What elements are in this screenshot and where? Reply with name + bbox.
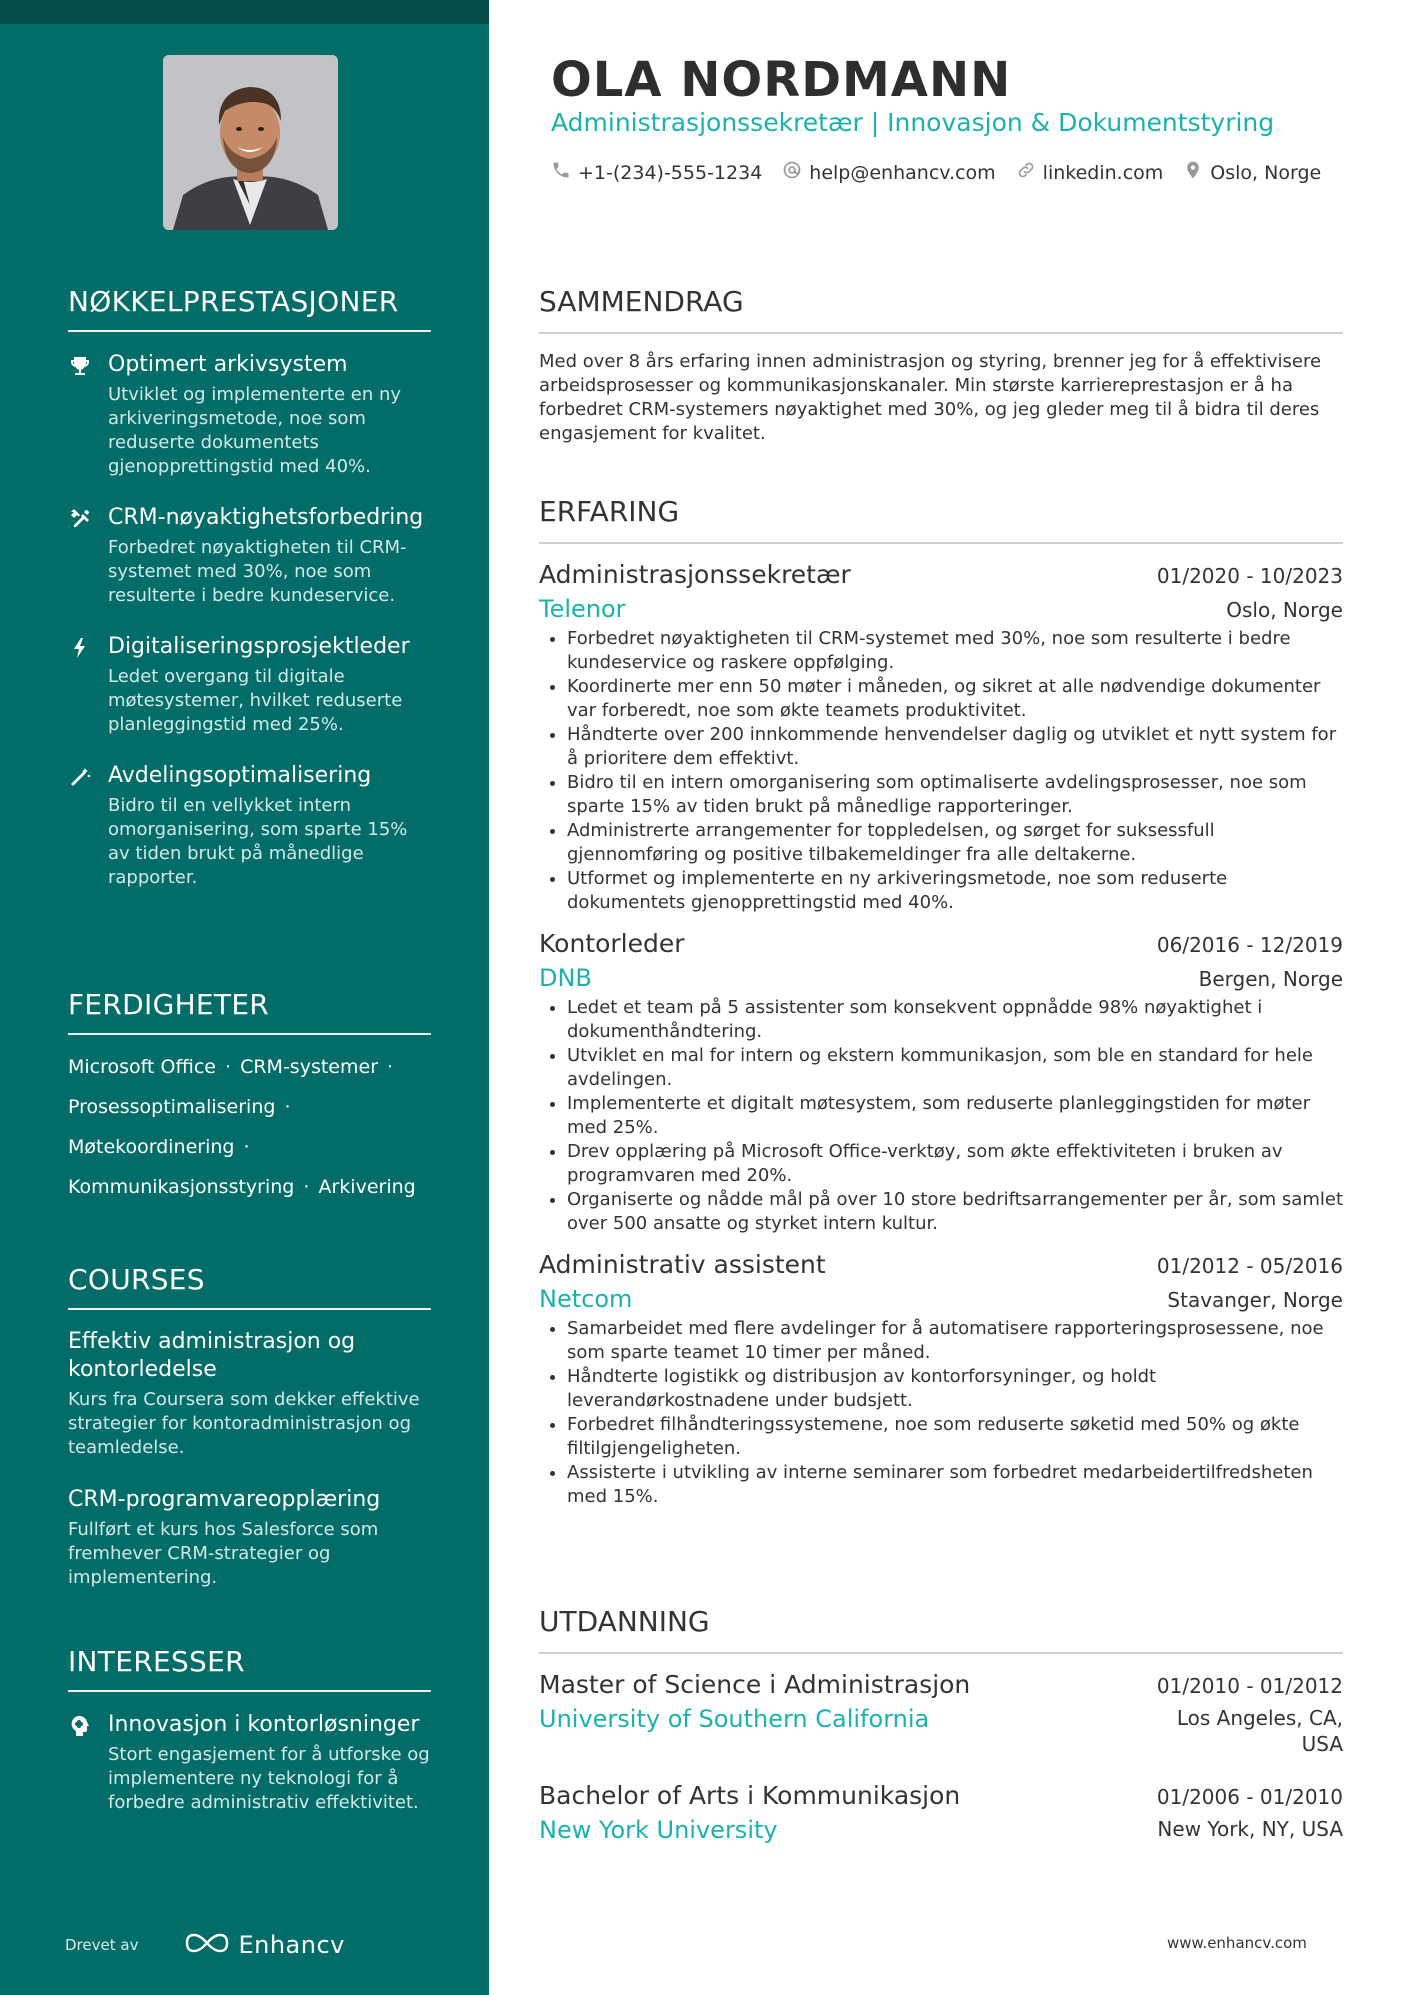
location-pin-icon (1183, 160, 1210, 185)
job-bullet: • Koordinerte mer enn 50 møter i måneden, og sikret at alle nødvendige dokumenter var forberedt, noe som økte teamets produktivitet. (567, 675, 1343, 723)
achievement-desc: Forbedret nøyaktigheten til CRM-systemet med 30%, noe som resulterte i bedre kundeservice. (108, 537, 407, 606)
job-dates: 01/2012 - 05/2016 (1156, 1254, 1343, 1278)
skill-item: Arkivering (318, 1176, 416, 1198)
interest-item (68, 1710, 431, 1815)
edu-school: University of Southern California (539, 1705, 930, 1733)
job-bullets (539, 996, 1343, 1236)
course-item (68, 1486, 431, 1590)
contact-email[interactable] (782, 160, 995, 185)
achievement-item (68, 632, 431, 737)
job-entry (539, 1250, 1343, 1509)
job-bullets (539, 627, 1343, 915)
education-title: UTDANNING (539, 1605, 1343, 1654)
job-bullet: • Håndterte over 200 innkommende henvendelser daglig og utviklet et nytt system for å prioritere dem effektivt. (567, 723, 1343, 771)
interests-title: INTERESSER (68, 1645, 431, 1692)
achievement-title: CRM-nøyaktighetsforbedring (108, 505, 424, 530)
achievement-item (68, 761, 431, 890)
linkedin-text: linkedin.com (1042, 161, 1164, 184)
course-title: Effektiv administrasjon og kontorledelse (68, 1329, 356, 1382)
powered-by (65, 1925, 365, 1965)
job-bullet: • Håndterte logistikk og distribusjon av kontorforsyninger, og holdt leverandørkostnadene under budsjett. (567, 1365, 1343, 1413)
courses-section (68, 1263, 431, 1616)
skills-title: FERDIGHETER (68, 988, 431, 1035)
interests-section (68, 1645, 431, 1839)
edu-dates: 01/2006 - 01/2010 (1156, 1785, 1343, 1809)
site-url[interactable]: www.enhancv.com (1167, 1934, 1307, 1952)
job-role: Administrativ assistent (539, 1250, 826, 1279)
achievements-title: NØKKELPRESTASJONER (68, 285, 431, 332)
job-bullets (539, 1317, 1343, 1509)
skill-item: Microsoft Office (68, 1056, 216, 1078)
courses-title: COURSES (68, 1263, 431, 1310)
course-desc: Kurs fra Coursera som dekker effektive strategier for kontoradministrasjon og teamledelse. (68, 1389, 420, 1458)
achievement-title: Digitaliseringsprosjektleder (108, 634, 410, 659)
job-dates: 01/2020 - 10/2023 (1156, 564, 1343, 588)
skill-item: Møtekoordinering (68, 1136, 235, 1158)
course-desc: Fullført et kurs hos Salesforce som fremhever CRM-strategier og implementering. (68, 1519, 379, 1588)
edu-degree: Master of Science i Administrasjon (539, 1670, 971, 1699)
job-location: Stavanger, Norge (1167, 1288, 1343, 1312)
job-company: Netcom (539, 1285, 633, 1313)
achievement-item (68, 350, 431, 479)
job-bullet: • Utviklet en mal for intern og ekstern kommunikasjon, som ble en standard for hele avdelingen. (567, 1044, 1343, 1092)
summary-section (539, 285, 1343, 446)
edu-location: Los Angeles, CA, USA (1176, 1706, 1343, 1756)
trophy-icon (68, 350, 108, 479)
job-location: Bergen, Norge (1198, 967, 1343, 991)
job-bullet: • Assisterte i utvikling av interne seminarer som forbedret medarbeidertilfredsheten med 15%. (567, 1461, 1343, 1509)
interest-desc: Stort engasjement for å utforske og implementere ny teknologi for å forbedre administrativ effektivitet. (108, 1744, 430, 1813)
job-role: Kontorleder (539, 929, 685, 958)
achievement-desc: Ledet overgang til digitale møtesystemer, hvilket reduserte planleggingstid med 25%. (108, 666, 403, 735)
experience-section (539, 495, 1343, 1523)
skills-list: Microsoft Office · CRM-systemer · Prosessoptimalisering · Møtekoordinering · Kommunikasjonsstyring · Arkivering (68, 1056, 416, 1198)
education-section (539, 1605, 1343, 1868)
job-bullet: • Organiserte og nådde mål på over 10 store bedriftsarrangementer per år, som samlet over 500 ansatte og styrket intern kultur. (567, 1188, 1343, 1236)
summary-text: Med over 8 års erfaring innen administrasjon og styring, brenner jeg for å effektivisere arbeidsprosesser og kommunikasjonskanaler. Min største karriereprestasjon er å ha forbedret CRM-systemers nøyaktighet med 30%, og jeg gleder meg til å bidra til deres engasjement for kvalitet. (539, 351, 1322, 444)
job-bullet: • Implementerte et digitalt møtesystem, som reduserte planleggingstiden for møter med 25%. (567, 1092, 1343, 1140)
interest-title: Innovasjon i kontorløsninger (108, 1712, 420, 1737)
brain-icon (68, 1710, 108, 1815)
job-bullet: • Samarbeidet med flere avdelinger for å automatisere rapporteringsprosessene, noe som sparte teamet 10 timer per måned. (567, 1317, 1343, 1365)
edu-school: New York University (539, 1816, 778, 1844)
candidate-headline: Administrasjonssekretær | Innovasjon & Dokumentstyring (551, 108, 1275, 137)
job-location: Oslo, Norge (1226, 598, 1343, 622)
link-icon (1016, 160, 1043, 185)
magic-wand-icon (68, 761, 108, 890)
achievement-desc: Utviklet og implementerte en ny arkiveringsmetode, noe som reduserte dokumentets gjenopprettingstid med 40%. (108, 384, 402, 477)
job-company: Telenor (539, 595, 626, 623)
achievements-section (68, 285, 431, 914)
education-entry (539, 1781, 1343, 1844)
skill-item: CRM-systemer (240, 1056, 379, 1078)
achievement-desc: Bidro til en vellykket intern omorganisering, som sparte 15% av tiden brukt på månedlige rapporter. (108, 795, 408, 888)
sidebar (0, 0, 489, 1995)
achievement-title: Avdelingsoptimalisering (108, 763, 372, 788)
job-entry (539, 929, 1343, 1236)
achievement-item (68, 503, 431, 608)
email-text: help@enhancv.com (809, 161, 996, 184)
job-bullet: • Ledet et team på 5 assistenter som konsekvent oppnådde 98% nøyaktighet i dokumenthåndtering. (567, 996, 1343, 1044)
summary-title: SAMMENDRAG (539, 285, 1343, 334)
education-entry (539, 1670, 1343, 1757)
job-entry (539, 560, 1343, 915)
powered-by-label: Drevet av (65, 1936, 139, 1954)
edu-degree: Bachelor of Arts i Kommunikasjon (539, 1781, 961, 1810)
edu-dates: 01/2010 - 01/2012 (1156, 1674, 1343, 1698)
profile-photo (163, 55, 338, 230)
skill-item: Kommunikasjonsstyring (68, 1176, 295, 1198)
contact-linkedin[interactable] (1016, 160, 1164, 185)
contact-phone[interactable] (551, 160, 762, 185)
location-text: Oslo, Norge (1210, 161, 1322, 184)
achievement-title: Optimert arkivsystem (108, 352, 348, 377)
phone-icon (551, 160, 578, 185)
enhancv-logo-text: Enhancv (238, 1931, 345, 1959)
skills-section (68, 988, 431, 1207)
candidate-name: OLA NORDMANN (551, 52, 1012, 108)
contact-location (1183, 160, 1321, 185)
job-role: Administrasjonssekretær (539, 560, 851, 589)
skill-item: Prosessoptimalisering (68, 1096, 276, 1118)
phone-text: +1-(234)-555-1234 (578, 161, 763, 184)
job-company: DNB (539, 964, 592, 992)
job-dates: 06/2016 - 12/2019 (1156, 933, 1343, 957)
job-bullet: • Administrerte arrangementer for toppledelsen, og sørget for suksessfull gjennomføring og positive tilbakemeldinger fra alle deltakerne. (567, 819, 1343, 867)
sidebar-topbar (0, 0, 489, 24)
course-item (68, 1328, 431, 1460)
contact-bar (551, 160, 1341, 185)
job-bullet: • Utformet og implementerte en ny arkiveringsmetode, noe som reduserte dokumentets gjenopprettingstid med 40%. (567, 867, 1343, 915)
tools-icon (68, 503, 108, 608)
job-bullet: • Bidro til en intern omorganisering som optimaliserte avdelingsprosesser, noe som sparte 15% av tiden brukt på månedlige rapporteringer. (567, 771, 1343, 819)
lightning-icon (68, 632, 108, 737)
at-icon (782, 160, 809, 185)
edu-location: New York, NY, USA (1157, 1817, 1343, 1841)
job-bullet: • Drev opplæring på Microsoft Office-verktøy, som økte effektiviteten i bruken av programvaren med 20%. (567, 1140, 1343, 1188)
enhancv-logo-icon (184, 1931, 230, 1959)
job-bullet: • Forbedret nøyaktigheten til CRM-systemet med 30%, noe som resulterte i bedre kundeservice og raskere oppfølging. (567, 627, 1343, 675)
course-title: CRM-programvareopplæring (68, 1487, 381, 1512)
experience-title: ERFARING (539, 495, 1343, 544)
job-bullet: • Forbedret filhåndteringssystemene, noe som reduserte søketid med 50% og økte filtilgjengeligheten. (567, 1413, 1343, 1461)
